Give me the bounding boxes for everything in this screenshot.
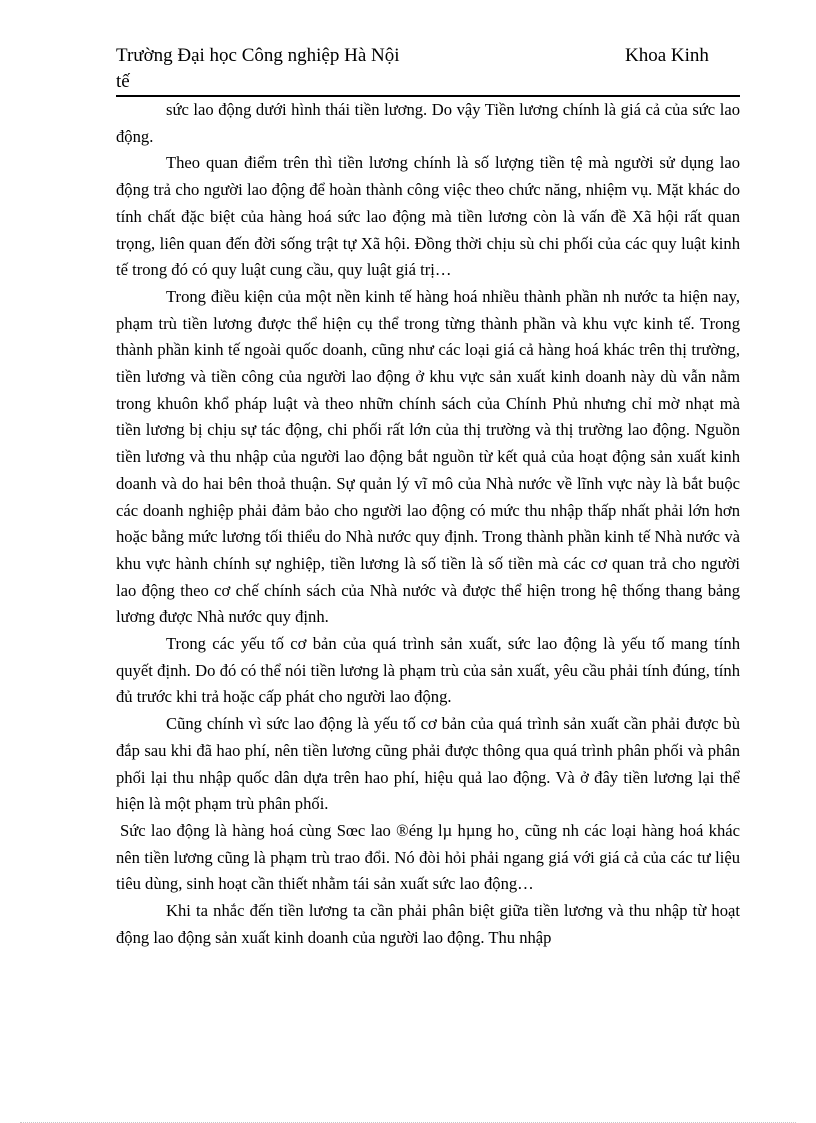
paragraph-7: Khi ta nhắc đến tiền lương ta cần phải phân biệt giữa tiền lương và thu nhập từ hoạt động lao động sản xuất kinh doanh của người lao động. Thu nhập bbox=[116, 901, 740, 947]
paragraph-2: Theo quan điểm trên thì tiền lương chính là số lượng tiền tệ mà người sử dụng lao động trả cho người lao động để hoàn thành công việc theo chức năng, nhiệm vụ. Mặt khác do tính chất đặc biệt của hàng hoá sức lao động mà tiền lương còn là vấn đề Xã hội rất quan trọng, liên quan đến đời sống trật tự Xã hội. Đồng thời chịu sù chi phối của các quy luật kinh tế trong đó có quy luật cung cầu, quy luật giá trị… bbox=[116, 153, 740, 280]
paragraph-3: Trong điều kiện của một nền kinh tế hàng hoá nhiều thành phần nh nước ta hiện nay, phạm trù tiền lương được thể hiện cụ thể trong từng thành phần và khu vực kinh tế. Trong thành phần kinh tế ngoài quốc doanh, cũng như các loại giá cả hàng hoá khác trên thị trường, tiền lương và tiền công của người lao động ở khu vực sản xuất kinh doanh này dù vẫn nằm trong khuôn khổ pháp luật và theo nhữn chính sách của Chính Phủ nhưng chỉ mờ nhạt mà tiền lương bị chịu sự tác động, chi phối rất lớn của thị trường và thị trường lao động. Nguồn tiền lương và thu nhập của người lao động bắt nguồn từ kết quả của hoạt động sản xuất kinh doanh và do hai bên thoả thuận. Sự quản lý vĩ mô của Nhà nước về lĩnh vực này là bắt buộc các doanh nghiệp phải đảm bảo cho người lao động có mức thu nhập thấp nhất phải lớn hơn hoặc bằng mức lương tối thiểu do Nhà nước quy định. Trong thành phần kinh tế Nhà nước và khu vực hành chính sự nghiệp, tiền lương là số tiền là số tiền mà các cơ quan trả cho người lao động theo cơ chế chính sách của Nhà nước và được thể hiện trong hệ thống thang bảng lương được Nhà nước quy định. bbox=[116, 286, 740, 627]
document-body bbox=[116, 97, 740, 952]
paragraph-6: Sức lao động là hàng hoá cùng Sœc lao ®éng lµ hµng ho¸ cũng nh các loại hàng hoá khác nên tiền lương cũng là phạm trù trao đổi. Nó đòi hỏi phải ngang giá với giá cả của các tư liệu tiêu dùng, sinh hoạt cần thiết nhằm tái sản xuất sức lao động… bbox=[116, 820, 740, 894]
paragraph-5: Cũng chính vì sức lao động là yếu tố cơ bản của quá trình sản xuất cần phải được bù đắp sau khi đã hao phí, nên tiền lương cũng phải được thông qua quá trình phân phối và phân phối lại thu nhập quốc dân dựa trên hao phí, hiệu quả lao động. Và ở đây tiền lương lại thể hiện là một phạm trù phân phối. bbox=[116, 714, 740, 814]
header-university: Trường Đại học Công nghiệp Hà Nội bbox=[116, 45, 400, 66]
header-faculty: Khoa Kinh bbox=[625, 45, 709, 66]
header-faculty-wrap: tế bbox=[116, 71, 130, 92]
paragraph-1: sức lao động dưới hình thái tiền lương. Do vậy Tiền lương chính là giá cả của sức lao động. bbox=[116, 100, 740, 146]
paragraph-4: Trong các yếu tố cơ bản của quá trình sản xuất, sức lao động là yếu tố mang tính quyết định. Do đó có thể nói tiền lương là phạm trù của sản xuất, yêu cầu phải tính đúng, tính đủ trước khi trả hoặc cấp phát cho người lao động. bbox=[116, 634, 740, 707]
